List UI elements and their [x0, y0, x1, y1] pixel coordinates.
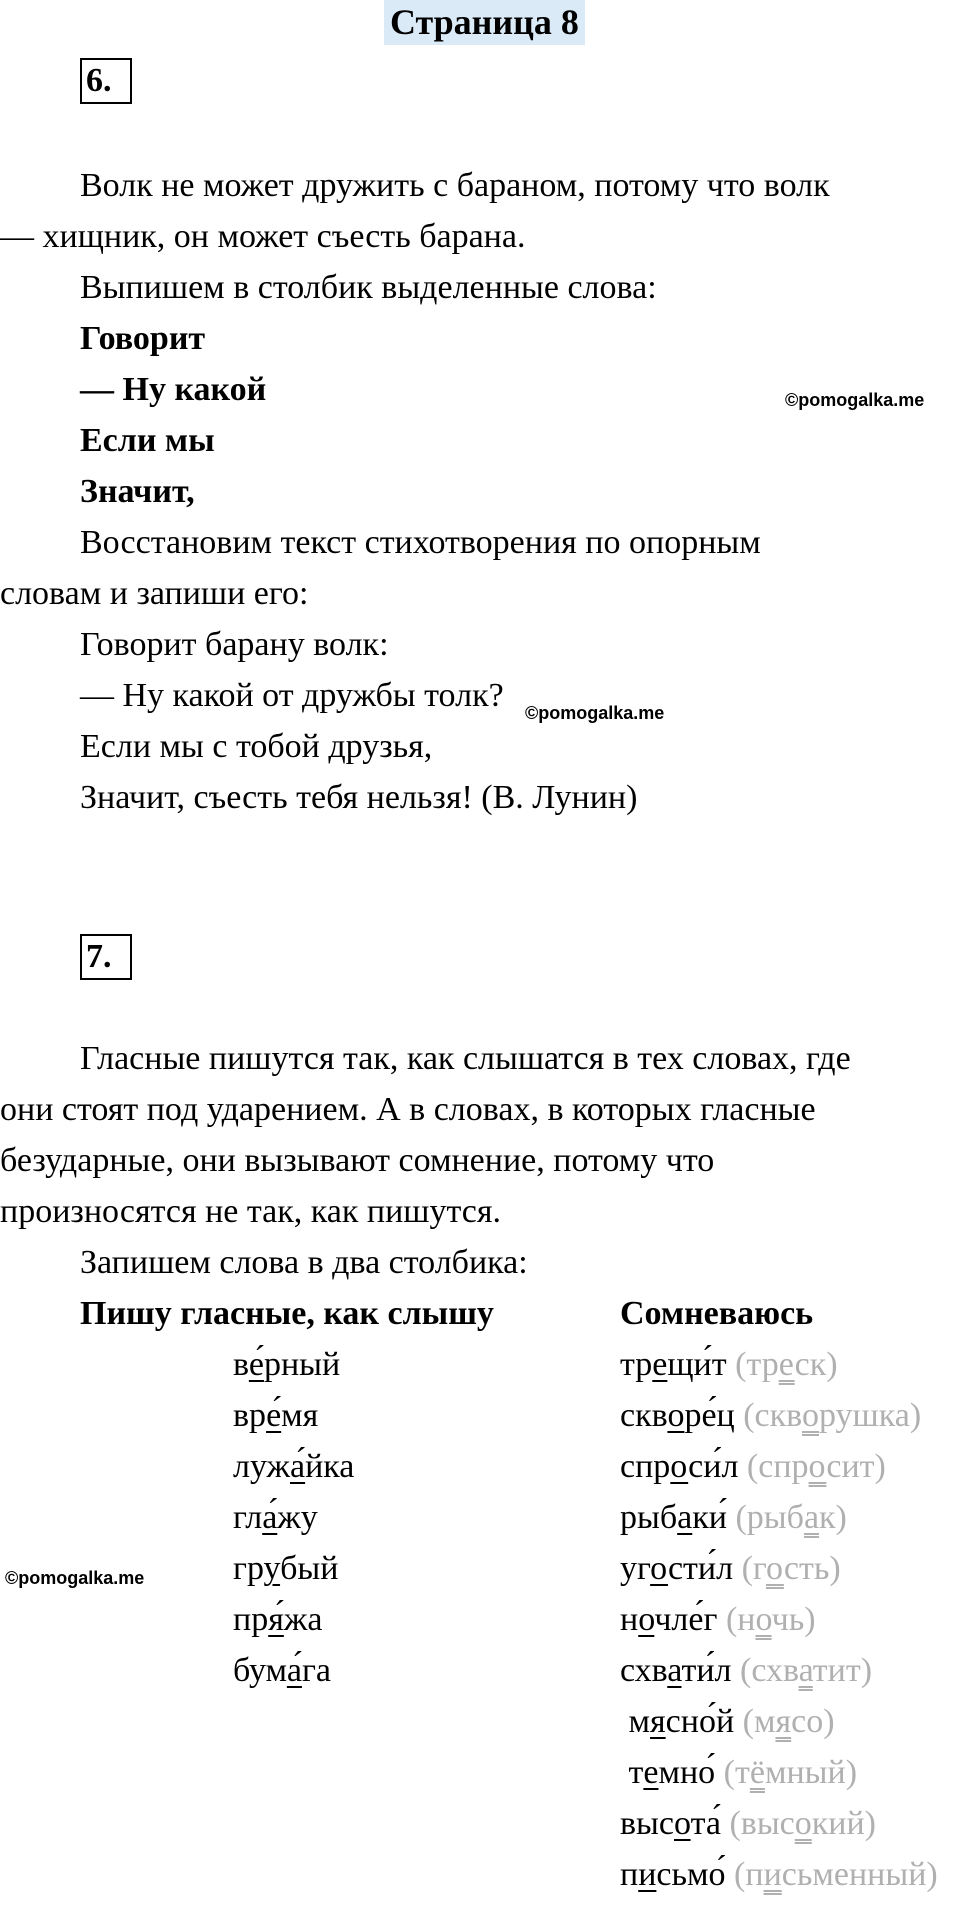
bold-word: — Ну какой: [80, 371, 267, 408]
check-word-hint: [729, 1805, 876, 1842]
hint-part: (м: [742, 1703, 776, 1740]
hint-part: (г: [741, 1550, 767, 1587]
right-word: [620, 1390, 921, 1441]
left-word: [233, 1492, 318, 1543]
unstressed-vowel: о: [674, 1805, 691, 1842]
check-word-hint: [735, 1499, 846, 1536]
check-vowel: и: [763, 1856, 782, 1893]
bold-word: Если мы: [80, 422, 215, 459]
check-word-hint: [743, 1703, 835, 1740]
right-word: [620, 1798, 876, 1849]
check-word-hint: [743, 1397, 921, 1434]
ex6-paragraph-1-line-1: Волк не может дружить с бараном, потому что волк: [80, 167, 830, 204]
exercise-number-7: 7.: [80, 934, 132, 980]
hint-part: (п: [734, 1856, 764, 1893]
check-vowel: ё: [749, 1754, 765, 1791]
check-word-hint: [726, 1601, 816, 1638]
check-word-hint: [735, 1346, 837, 1383]
check-word-hint: [740, 1652, 872, 1689]
hint-part: (тр: [735, 1346, 779, 1383]
word-part: рный: [263, 1346, 341, 1383]
ex7-paragraph-2: Запишем слова в два столбика:: [80, 1244, 528, 1281]
word-part: гр: [233, 1550, 264, 1587]
ex6-paragraph-1-line-2: — хищник, он может съесть барана.: [0, 218, 526, 255]
word-part: т: [620, 1754, 644, 1791]
ex6-paragraph-3-line-1: Восстановим текст стихотворения по опорным: [80, 524, 761, 561]
word-part: м: [620, 1703, 651, 1740]
check-word-hint: [734, 1856, 938, 1893]
stressed-vowel: а́: [262, 1499, 278, 1536]
word-part: сно́й: [665, 1703, 743, 1740]
poem-line: Говорит барану волк:: [80, 626, 389, 663]
word-part: сьмо́: [656, 1856, 735, 1893]
watermark: ©pomogalka.me: [5, 1568, 145, 1588]
stressed-vowel: е́: [248, 1346, 264, 1383]
right-word: [620, 1492, 847, 1543]
word-part: в: [233, 1346, 249, 1383]
poem-line: Если мы с тобой друзья,: [80, 728, 433, 765]
word-part: уг: [620, 1550, 651, 1587]
hint-part: сть): [783, 1550, 841, 1587]
right-word: [620, 1594, 816, 1645]
unstressed-vowel: о: [638, 1601, 655, 1638]
hint-part: сьменный): [781, 1856, 938, 1893]
unstressed-vowel: о: [670, 1448, 689, 1485]
word-part: ре́ц: [684, 1397, 744, 1434]
unstressed-vowel: о: [667, 1397, 685, 1434]
check-word-hint: [724, 1754, 857, 1791]
bold-word: Значит,: [80, 473, 195, 510]
right-word: [620, 1441, 886, 1492]
word-part: га: [301, 1652, 331, 1689]
left-word: [233, 1645, 331, 1696]
check-word-hint: [747, 1448, 886, 1485]
word-part: бый: [280, 1550, 339, 1587]
hint-part: ск): [794, 1346, 838, 1383]
hint-part: (схв: [740, 1652, 799, 1689]
hint-part: (рыб: [735, 1499, 804, 1536]
word-part: рыб: [620, 1499, 678, 1536]
word-part: схв: [620, 1652, 668, 1689]
word-part: мно́: [658, 1754, 724, 1791]
hint-part: (выс: [729, 1805, 795, 1842]
word-part: луж: [233, 1448, 291, 1485]
poem-line: Значит, съесть тебя нельзя! (В. Лунин): [80, 779, 638, 816]
word-part: п: [620, 1856, 639, 1893]
word-part: йка: [305, 1448, 355, 1485]
stressed-vowel: е́: [266, 1397, 282, 1434]
hint-part: рушка): [819, 1397, 922, 1434]
check-vowel: а: [803, 1499, 820, 1536]
ex7-paragraph-1-line: безударные, они вызывают сомнение, потому что: [0, 1142, 715, 1179]
check-vowel: о: [808, 1448, 827, 1485]
word-part: жу: [277, 1499, 318, 1536]
left-word: [233, 1594, 322, 1645]
left-word: [233, 1543, 338, 1594]
right-word: [620, 1747, 857, 1798]
hint-part: (н: [725, 1601, 756, 1638]
check-vowel: о: [794, 1805, 812, 1842]
right-word: [620, 1849, 938, 1900]
word-part: скв: [620, 1397, 668, 1434]
unstressed-vowel: а: [667, 1652, 682, 1689]
column-header-left: Пишу гласные, как слышу: [80, 1295, 494, 1332]
ex7-paragraph-1-line: они стоят под ударением. А в словах, в которых гласные: [0, 1091, 816, 1128]
word-part: гл: [233, 1499, 263, 1536]
ex7-paragraph-1-line: Гласные пишутся так, как слышатся в тех словах, где: [80, 1040, 851, 1077]
word-part: та́: [690, 1805, 730, 1842]
watermark: ©pomogalka.me: [525, 703, 665, 723]
check-vowel: о: [766, 1550, 784, 1587]
word-part: ти́л: [681, 1652, 740, 1689]
word-part: вр: [233, 1397, 267, 1434]
word-part: сти́л: [667, 1550, 742, 1587]
check-vowel: а: [798, 1652, 813, 1689]
exercise-number-6: 6.: [80, 58, 132, 104]
hint-part: мный): [764, 1754, 858, 1791]
hint-part: (т: [723, 1754, 750, 1791]
ex7-paragraph-1-line: произносятся не так, как пишутся.: [0, 1193, 501, 1230]
check-word-hint: [742, 1550, 841, 1587]
left-word: [233, 1390, 318, 1441]
stressed-vowel: я́: [268, 1601, 284, 1638]
check-vowel: о: [802, 1397, 819, 1434]
unstressed-vowel: е: [643, 1754, 659, 1791]
right-word: [620, 1543, 841, 1594]
word-part: ки́: [692, 1499, 736, 1536]
unstressed-vowel: и: [638, 1856, 657, 1893]
check-vowel: е: [778, 1346, 795, 1383]
word-part: выс: [620, 1805, 674, 1842]
stressed-vowel: а́: [286, 1652, 302, 1689]
word-part: мя: [281, 1397, 319, 1434]
hint-part: со): [791, 1703, 835, 1740]
hint-part: (спр: [746, 1448, 809, 1485]
hint-part: кий): [811, 1805, 876, 1842]
left-word: [233, 1339, 340, 1390]
right-word: [620, 1339, 838, 1390]
word-part: тр: [620, 1346, 653, 1383]
check-vowel: я: [775, 1703, 792, 1740]
column-header-right: Сомневаюсь: [620, 1295, 814, 1332]
word-part: спр: [620, 1448, 671, 1485]
hint-part: (скв: [743, 1397, 802, 1434]
word-part: щи́т: [667, 1346, 736, 1383]
ex6-paragraph-2: Выпишем в столбик выделенные слова:: [80, 269, 657, 306]
unstressed-vowel: е: [652, 1346, 668, 1383]
right-word: [620, 1696, 835, 1747]
word-part: бум: [233, 1652, 287, 1689]
hint-part: к): [819, 1499, 847, 1536]
stressed-vowel: а́: [290, 1448, 306, 1485]
word-part: жа: [283, 1601, 323, 1638]
unstressed-vowel: о: [650, 1550, 668, 1587]
word-part: чле́г: [654, 1601, 726, 1638]
right-word: [620, 1645, 872, 1696]
bold-word: Говорит: [80, 320, 206, 357]
word-part: си́л: [688, 1448, 747, 1485]
left-word: [233, 1441, 354, 1492]
hint-part: сит): [826, 1448, 886, 1485]
watermark: ©pomogalka.me: [785, 390, 925, 410]
word-part: пр: [233, 1601, 269, 1638]
unstressed-vowel: а: [677, 1499, 693, 1536]
hint-part: тит): [812, 1652, 873, 1689]
page-title: Страница 8: [384, 0, 585, 45]
check-vowel: о: [755, 1601, 772, 1638]
unstressed-vowel: я: [650, 1703, 666, 1740]
hint-part: чь): [771, 1601, 816, 1638]
poem-line: — Ну какой от дружбы толк?: [80, 677, 504, 714]
ex6-paragraph-3-line-2: словам и запиши его:: [0, 575, 309, 612]
word-part: н: [620, 1601, 639, 1638]
stressed-vowel: у: [263, 1550, 281, 1587]
